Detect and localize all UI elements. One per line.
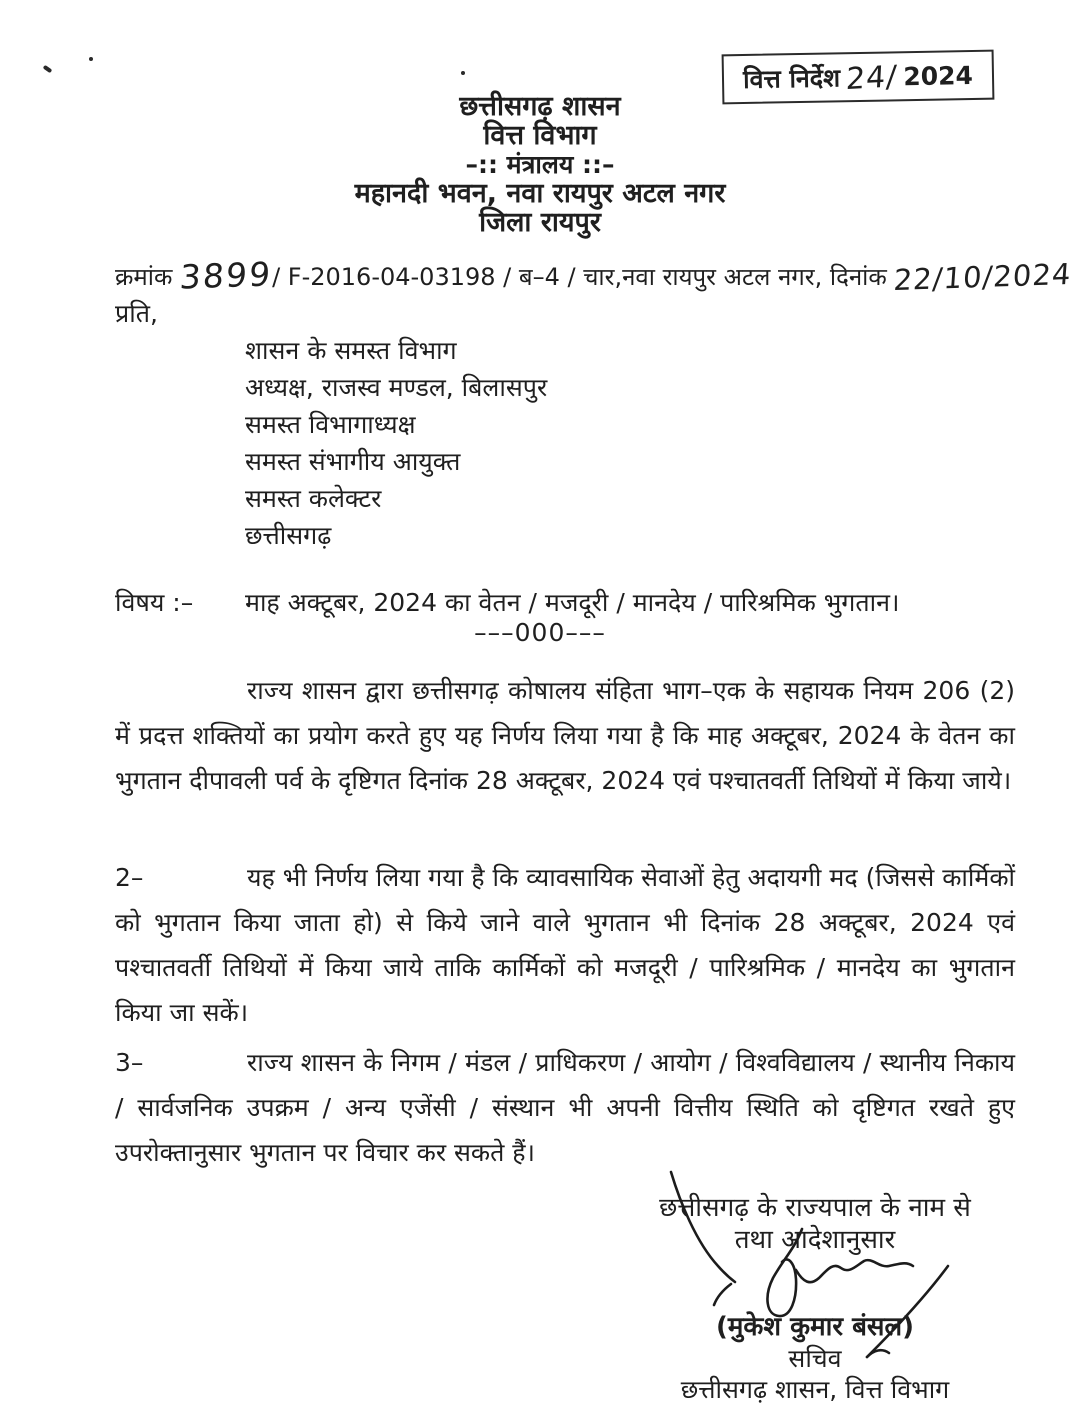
subject-row (115, 585, 1015, 619)
recipient-item: समस्त विभागाध्यक्ष (245, 410, 416, 439)
ink-speck (43, 65, 53, 73)
place-date-line (622, 256, 1074, 298)
subject-text: माह अक्टूबर, 2024 का वेतन / मजदूरी / मानदेय / पारिश्रमिक भुगतान। (245, 588, 900, 617)
recipient-list (245, 332, 547, 554)
letterhead (0, 92, 1080, 237)
finance-direction-year: 2024 (903, 60, 974, 91)
section-separator: –––000––– (474, 618, 606, 647)
date-handwritten: 22/10/2024 (892, 256, 1074, 298)
signature-block (615, 1192, 1015, 1406)
reference-number-handwritten: 3899 (178, 254, 274, 297)
signature-authority-line: छत्तीसगढ़ के राज्यपाल के नाम से (659, 1193, 971, 1223)
paragraph-text: राज्य शासन द्वारा छत्तीसगढ़ कोषालय संहिता भाग–एक के सहायक नियम 206 (2) में प्रदत्त शक्तियों का प्रयोग करते हुए यह निर्णय लिया गया है कि माह अक्टूबर, 2024 के वेतन का भुगतान दीपावली पर्व के दृष्टिगत दिनांक 28 अक्टूबर, 2024 एवं पश्चातवर्ती तिथियों में किया जाये। (115, 676, 1015, 795)
reference-code: / F-2016-04-03198 / ब–4 / चार, (272, 263, 623, 291)
reference-number-line (115, 254, 623, 297)
building-address: महानदी भवन, नवा रायपुर अटल नगर (354, 178, 726, 209)
body-paragraph-1 (115, 668, 1015, 803)
paragraph-text: यह भी निर्णय लिया गया है कि व्यावसायिक सेवाओं हेतु अदायगी मद (जिससे कार्मिकों को भुगतान किया जाता हो) से किये जाने वाले भुगतान भी दिनांक 28 अक्टूबर, 2024 एवं पश्चातवर्ती तिथियों में किया जाये ताकि कार्मिकों को मजदूरी / पारिश्रमिक / मानदेय का भुगतान किया जा सकें। (115, 863, 1015, 1027)
reference-label: क्रमांक (115, 263, 173, 291)
paragraph-text: राज्य शासन के निगम / मंडल / प्राधिकरण / आयोग / विश्वविद्यालय / स्थानीय निकाय / सार्वजनिक उपक्रम / अन्य एजेंसी / संस्थान भी अपनी वित्तीय स्थिति को दृष्टिगत रखते हुए उपरोक्तानुसार भुगतान पर विचार कर सकते हैं। (115, 1048, 1015, 1167)
reference-and-date-row (115, 254, 1074, 298)
place-date-label: नवा रायपुर अटल नगर, दिनांक (622, 263, 887, 291)
recipient-item: शासन के समस्त विभाग (245, 336, 457, 365)
recipient-item: समस्त कलेक्टर (245, 484, 382, 513)
signatory-department: छत्तीसगढ़ शासन, वित्त विभाग (680, 1375, 950, 1404)
signatory-name: (मुकेश कुमार बंसल) (716, 1312, 914, 1342)
signatory-designation: सचिव (788, 1344, 842, 1373)
paragraph-number: 3– (115, 1048, 144, 1077)
ministry-line: –:: मंत्रालय ::– (465, 150, 615, 179)
department-name: वित्त विभाग (483, 120, 597, 151)
ink-speck (89, 57, 93, 61)
body-paragraph-2 (115, 855, 1015, 1035)
finance-direction-label: वित्त निर्देश (742, 63, 841, 95)
body-paragraph-3 (115, 1040, 1015, 1175)
paragraph-number: 2– (115, 863, 144, 892)
signature-order-line: तथा आदेशानुसार (734, 1225, 896, 1255)
government-name: छत्तीसगढ़ शासन (459, 91, 621, 122)
salutation: प्रति, (115, 299, 158, 328)
recipient-item: छत्तीसगढ़ (245, 521, 332, 550)
subject-label: विषय :– (115, 588, 194, 617)
recipient-item: अध्यक्ष, राजस्व मण्डल, बिलासपुर (245, 373, 548, 402)
recipient-item: समस्त संभागीय आयुक्त (245, 447, 461, 476)
finance-direction-number-handwritten: 24/ (845, 58, 899, 97)
ink-speck (461, 71, 465, 75)
district-line: जिला रायपुर (479, 207, 601, 238)
